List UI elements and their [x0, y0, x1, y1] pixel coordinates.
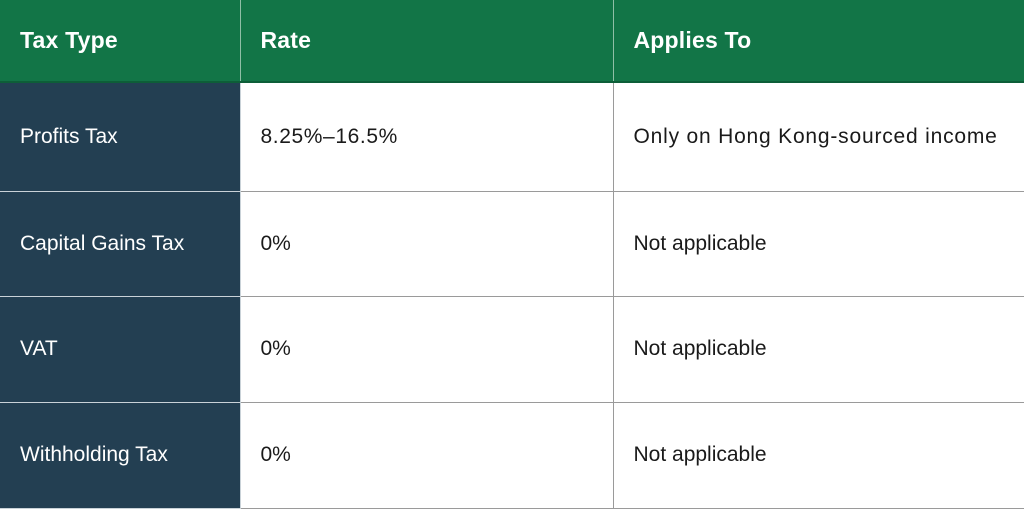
- rate-cell: 0%: [240, 402, 613, 508]
- applies-to-cell: Not applicable: [613, 297, 1024, 402]
- table-row: [0, 191, 1024, 296]
- tax-type-cell: [0, 402, 240, 508]
- header-rate: Rate: [240, 0, 613, 82]
- header-tax-type: Tax Type: [0, 0, 240, 82]
- header-row: [0, 0, 1024, 82]
- tax-type-label: Withholding Tax: [20, 443, 168, 467]
- tax-type-cell: Profits Tax: [0, 82, 240, 191]
- table-row: [0, 297, 1024, 402]
- applies-to-cell: Only on Hong Kong-sourced income: [613, 82, 1024, 191]
- tax-type-cell: VAT: [0, 297, 240, 402]
- rate-cell: 0%: [240, 297, 613, 402]
- table-body: [0, 82, 1024, 509]
- table-header: [0, 0, 1024, 82]
- rate-cell: 8.25%–16.5%: [240, 82, 613, 191]
- header-applies-to: Applies To: [613, 0, 1024, 82]
- rate-cell: 0%: [240, 191, 613, 296]
- applies-to-cell: Not applicable: [613, 191, 1024, 296]
- tax-type-cell: Capital Gains Tax: [0, 191, 240, 296]
- applies-to-cell: Not applicable: [613, 402, 1024, 508]
- table-row: [0, 82, 1024, 191]
- table-row: [0, 402, 1024, 508]
